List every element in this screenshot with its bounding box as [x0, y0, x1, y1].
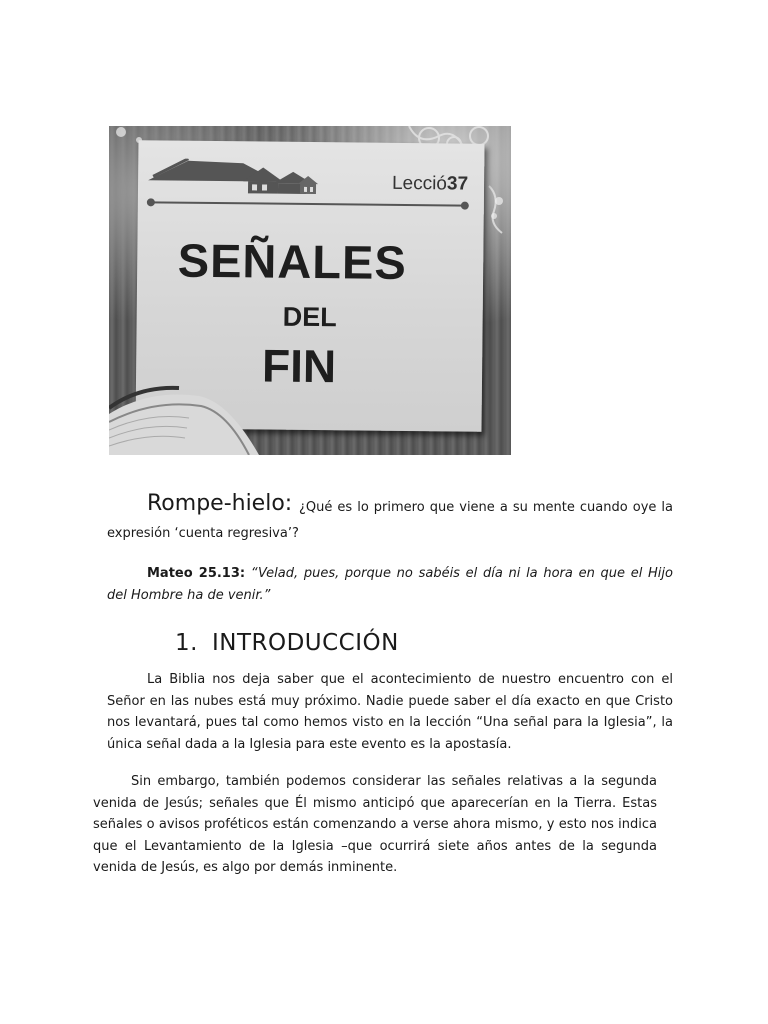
- icebreaker-question-line2: expresión ‘cuenta regresiva’?: [107, 526, 299, 541]
- banner-title-line3: FIN: [261, 339, 337, 393]
- verse-text: “Velad, pues, porque no sabéis el día ni la hora en que el Hijo del Hombre ha de venir.”: [107, 566, 673, 603]
- lesson-banner-image: [109, 126, 511, 455]
- icebreaker-title: Rompe-hielo:: [147, 491, 293, 516]
- card-divider: [150, 201, 466, 206]
- paragraph-2: Sin embargo, también podemos considerar las señales relativas a la segunda venida de Jesús; señales que Él mismo anticipó que aparecerían en la Tierra. Estas señales o avisos proféticos están comenzando a verse ahora mismo, y esto nos indica que el Levantamiento de la Iglesia –que ocurrirá siete años antes de la segunda venida de Jesús, es algo por demás inminente.: [93, 774, 657, 875]
- verse-reference: Mateo 25.13:: [147, 566, 246, 581]
- lesson-number-value: 37: [446, 173, 469, 195]
- section-title: INTRODUCCIÓN: [211, 630, 399, 656]
- open-bible-icon: [109, 384, 269, 455]
- paragraph-1: La Biblia nos deja saber que el acontecimiento de nuestro encuentro con el Señor en las nubes está muy próximo. Nadie puede saber el día exacto en que Cristo nos levantará, pues tal como hemos visto en la lección “Una señal para la Iglesia”, la única señal dada a la Iglesia para este evento es la apostasía.: [107, 672, 673, 752]
- section-heading: [175, 630, 399, 656]
- lesson-label: Lecció: [391, 172, 448, 195]
- icebreaker-question-line1: ¿Qué es lo primero que viene a su mente cuando oye la: [299, 500, 673, 515]
- houses-roof-icon: [148, 158, 328, 200]
- section-number: 1.: [175, 630, 198, 656]
- lesson-number: [392, 173, 468, 196]
- banner-title-line2: DEL: [282, 301, 337, 333]
- key-verse: [107, 563, 673, 606]
- banner-title-line1: SEÑALES: [177, 233, 408, 290]
